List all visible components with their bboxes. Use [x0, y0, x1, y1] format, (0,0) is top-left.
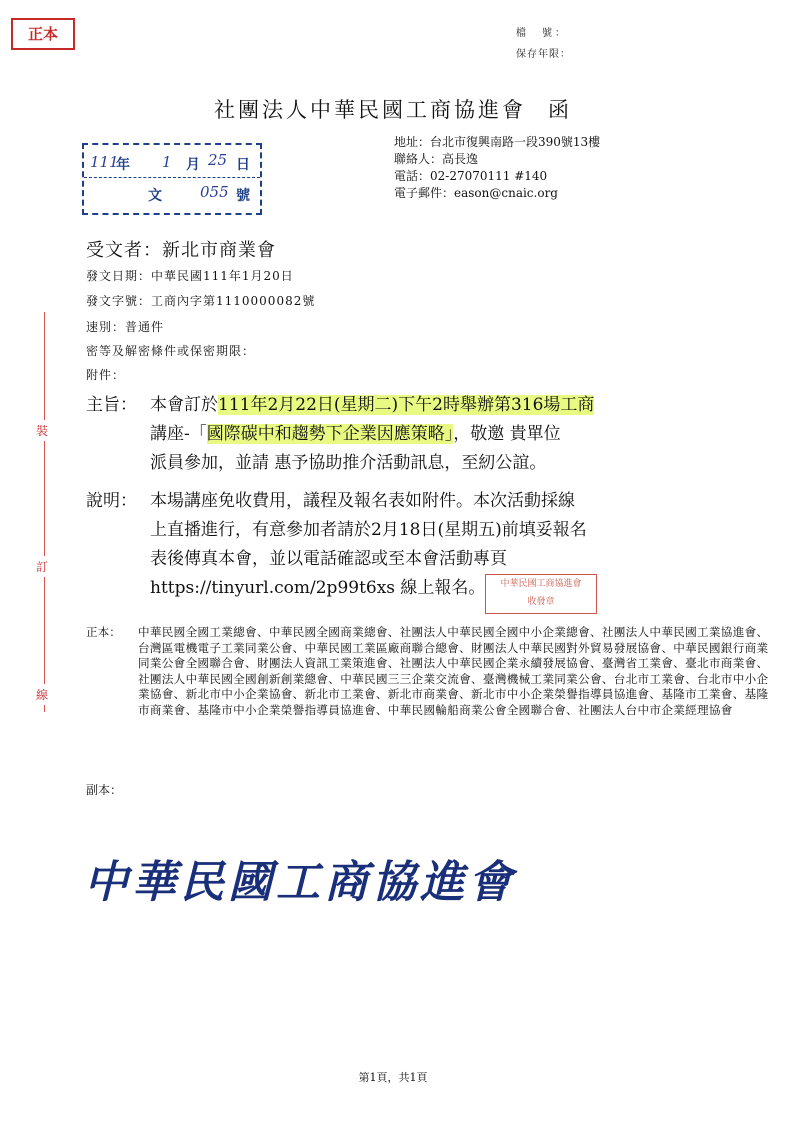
- file-number-label: 檔 號：: [516, 28, 568, 39]
- receipt-stamp: [82, 143, 262, 215]
- binding-char-2: 訂: [36, 556, 48, 577]
- contact-person: 聯絡人：高長逸: [394, 152, 479, 166]
- letter-title: [0, 94, 786, 124]
- subject-label: 主旨：: [86, 395, 137, 415]
- organization-seal: 中華民國工商協進會: [84, 857, 516, 908]
- phone: 電話：02-27070111 #140: [394, 169, 548, 183]
- stamp-day: 25: [208, 151, 228, 169]
- attachment: 附件：: [86, 368, 126, 382]
- explanation-line1: 本場講座免收費用，議程及報名表如附件。本次活動採線: [150, 491, 575, 511]
- copy-stamp: 正本: [11, 18, 75, 50]
- email: 電子郵件：eason@cnaic.org: [394, 186, 558, 200]
- stamp-doc-label: 文: [148, 188, 162, 204]
- subject-highlight-2: 國際碳中和趨勢下企業因應策略」: [206, 424, 454, 444]
- red-seal-line1: 中華民國工商協進會: [500, 579, 582, 589]
- binding-rule: [44, 312, 45, 712]
- cc-label: 副本：: [86, 783, 123, 797]
- explanation-line2: 上直播進行，有意參加者請於2月18日(星期五)前填妥報名: [150, 520, 587, 540]
- contact-info: [394, 134, 600, 202]
- stamp-month: 1: [162, 153, 172, 171]
- red-seal: [485, 574, 597, 614]
- binding-char-3: 線: [36, 684, 48, 705]
- explanation-line3: 表後傳真本會，並以電話確認或至本會活動專頁: [150, 549, 507, 569]
- speed: 速別：普通件: [86, 320, 165, 334]
- subject-highlight-1: 111年2月22日(星期二)下午2時舉辦第316場工商: [218, 395, 595, 415]
- explanation-line4: https://tinyurl.com/2p99t6xs 線上報名。: [150, 578, 486, 598]
- stamp-day-label: 日: [236, 157, 250, 173]
- subject-pre: 本會訂於: [150, 395, 218, 415]
- explanation-label: 說明：: [86, 491, 137, 511]
- stamp-year: 111: [90, 153, 119, 171]
- subject-line2-post: ，敬邀 貴單位: [453, 424, 561, 444]
- distribution-list: 中華民國全國工業總會、中華民國全國商業總會、社團法人中華民國全國中小企業總會、社團法人中華民國工業協進會、台灣區電機電子工業同業公會、中華民國工業區廠商聯合總會、財團法人中華民國對外貿易發展協會、中華民國銀行商業同業公會全國聯合會、財團法人資訊工業策進會、社團法人中華民國企業永續發展協會、臺灣省工業會、臺北市商業會、社團法人中華民國全國創新創業總會、中華民國三三企業交流會、臺灣機械工業同業公會、台北市工業會、台北市中小企業協會、新北市中小企業協會、新北市工業會、新北市商業會、新北市中小企業榮譽指導員協進會、基隆市工業會、基隆市商業會、基隆市中小企業榮譽指導員協進會、中華民國輪船商業公會全國聯合會、社團法人台中市企業經理協會: [138, 625, 769, 717]
- page-footer: 第1頁，共1頁: [358, 1071, 428, 1084]
- address: 地址：台北市復興南路一段390號13樓: [394, 135, 601, 149]
- issue-date: 發文日期：中華民國111年1月20日: [86, 269, 294, 283]
- secrecy: 密等及解密條件或保密期限：: [86, 344, 256, 358]
- org-name: 社團法人中華民國工商協進會: [214, 98, 526, 122]
- stamp-no-label: 號: [236, 188, 250, 204]
- distribution-label: 正本：: [86, 625, 121, 639]
- stamp-doc-number: 055: [200, 183, 229, 201]
- subject-line2-pre: 講座-「: [150, 424, 207, 444]
- stamp-year-label: 年: [116, 157, 130, 173]
- doc-type: 函: [548, 98, 572, 122]
- red-seal-line2: 收發章: [527, 597, 555, 607]
- stamp-month-label: 月: [186, 157, 200, 173]
- binding-line: [36, 312, 50, 712]
- binding-char-1: 裝: [36, 420, 48, 441]
- retention-label: 保存年限：: [516, 49, 571, 60]
- document-number: 發文字號：工商內字第1110000082號: [86, 294, 316, 308]
- recipient: 受文者：新北市商業會: [86, 240, 276, 261]
- subject-line3: 派員參加，並請 惠予協助推介活動訊息，至紉公誼。: [150, 453, 547, 473]
